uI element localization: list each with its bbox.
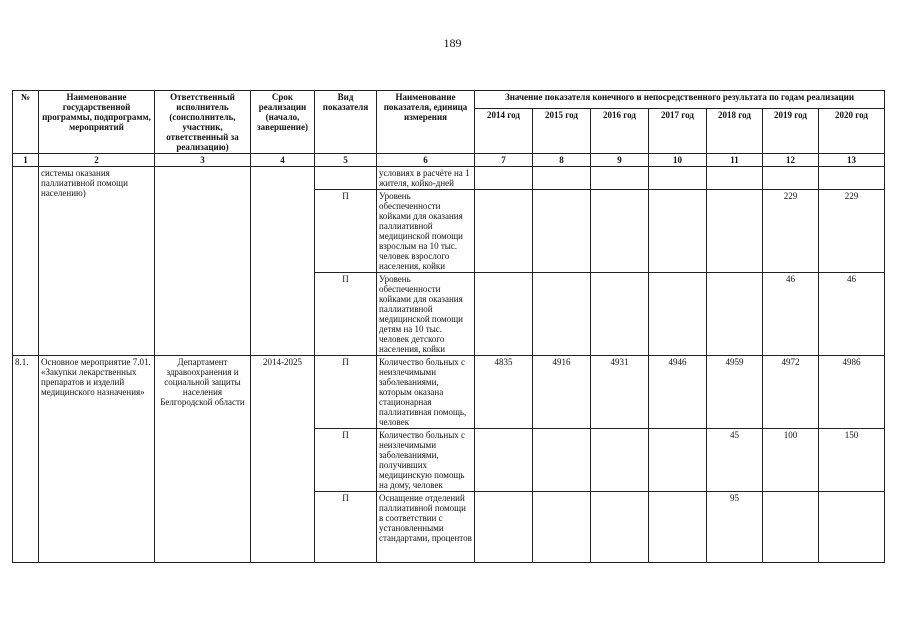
row-type: П bbox=[315, 429, 377, 492]
row-value bbox=[649, 190, 707, 273]
column-number: 1 bbox=[13, 154, 39, 167]
column-number: 9 bbox=[591, 154, 649, 167]
row-program: Основное мероприятие 7.01. «Закупки лекарственных препаратов и изделий медицинского назначения» bbox=[39, 356, 155, 563]
column-number: 2 bbox=[39, 154, 155, 167]
header-indicator-name: Наименование показателя, единица измерения bbox=[377, 91, 475, 154]
header-year: 2014 год bbox=[475, 109, 533, 154]
row-value bbox=[707, 190, 763, 273]
row-value bbox=[475, 273, 533, 356]
row-value bbox=[707, 167, 763, 190]
row-value bbox=[591, 429, 649, 492]
row-executor: Департамент здравоохранения и социальной защиты населения Белгородской области bbox=[155, 356, 251, 563]
row-value bbox=[533, 492, 591, 563]
row-type: П bbox=[315, 273, 377, 356]
row-value: 4931 bbox=[591, 356, 649, 429]
row-indicator: Оснащение отделений паллиативной помощи в соответствии с установленными стандартами, процентов bbox=[377, 492, 475, 563]
column-number: 10 bbox=[649, 154, 707, 167]
header-num: № bbox=[13, 91, 39, 154]
row-value bbox=[707, 273, 763, 356]
row-value: 4946 bbox=[649, 356, 707, 429]
row-indicator: Уровень обеспеченности койками для оказания паллиативной медицинской помощи детям на 10 тыс. человек детского населения, койки bbox=[377, 273, 475, 356]
header-year: 2016 год bbox=[591, 109, 649, 154]
column-number: 6 bbox=[377, 154, 475, 167]
column-number: 4 bbox=[251, 154, 315, 167]
table-row bbox=[13, 356, 885, 429]
row-value bbox=[591, 167, 649, 190]
row-value: 4835 bbox=[475, 356, 533, 429]
row-value bbox=[475, 190, 533, 273]
row-value bbox=[649, 429, 707, 492]
header-program: Наименование государственной программы, подпрограмм, мероприятий bbox=[39, 91, 155, 154]
row-value bbox=[819, 167, 885, 190]
column-number: 13 bbox=[819, 154, 885, 167]
row-value bbox=[649, 492, 707, 563]
row-value bbox=[475, 492, 533, 563]
row-term bbox=[251, 167, 315, 356]
row-type: П bbox=[315, 356, 377, 429]
column-number: 8 bbox=[533, 154, 591, 167]
row-num: 8.1. bbox=[13, 356, 39, 563]
row-value: 95 bbox=[707, 492, 763, 563]
header-term: Срок реализации (начало, завершение) bbox=[251, 91, 315, 154]
row-value bbox=[819, 492, 885, 563]
row-value bbox=[533, 273, 591, 356]
page-number: 189 bbox=[443, 36, 462, 50]
header-year: 2019 год bbox=[763, 109, 819, 154]
row-indicator: Количество больных с неизлечимыми заболеваниями, которым оказана стационарная паллиативная помощь, человек bbox=[377, 356, 475, 429]
row-value: 45 bbox=[707, 429, 763, 492]
column-number: 7 bbox=[475, 154, 533, 167]
header-year: 2017 год bbox=[649, 109, 707, 154]
row-type bbox=[315, 167, 377, 190]
column-number: 3 bbox=[155, 154, 251, 167]
row-value: 4972 bbox=[763, 356, 819, 429]
row-value bbox=[533, 167, 591, 190]
row-value bbox=[649, 167, 707, 190]
row-value bbox=[649, 273, 707, 356]
row-indicator: условиях в расчёте на 1 жителя, койко-дней bbox=[377, 167, 475, 190]
row-term: 2014-2025 bbox=[251, 356, 315, 563]
row-value: 229 bbox=[819, 190, 885, 273]
row-type: П bbox=[315, 190, 377, 273]
row-value: 100 bbox=[763, 429, 819, 492]
row-value: 229 bbox=[763, 190, 819, 273]
header-year: 2015 год bbox=[533, 109, 591, 154]
header-year: 2018 год bbox=[707, 109, 763, 154]
header-values-group: Значение показателя конечного и непосредственного результата по годам реализации bbox=[475, 91, 885, 109]
row-value: 150 bbox=[819, 429, 885, 492]
row-value bbox=[591, 190, 649, 273]
row-num bbox=[13, 167, 39, 356]
column-number: 12 bbox=[763, 154, 819, 167]
table-row bbox=[13, 167, 885, 190]
row-value: 46 bbox=[763, 273, 819, 356]
row-executor bbox=[155, 167, 251, 356]
row-value bbox=[591, 492, 649, 563]
column-numbers-row bbox=[13, 154, 885, 167]
row-value: 4986 bbox=[819, 356, 885, 429]
indicator-table bbox=[12, 90, 885, 563]
header-row bbox=[13, 91, 885, 109]
header-executor: Ответственный исполнитель (соисполнитель, участник, ответственный за реализацию) bbox=[155, 91, 251, 154]
row-value bbox=[591, 273, 649, 356]
row-program: системы оказания паллиативной помощи населению) bbox=[39, 167, 155, 356]
row-indicator: Количество больных с неизлечимыми заболеваниями, получивших медицинскую помощь на дому, человек bbox=[377, 429, 475, 492]
row-value: 46 bbox=[819, 273, 885, 356]
column-number: 11 bbox=[707, 154, 763, 167]
row-value bbox=[533, 429, 591, 492]
row-type: П bbox=[315, 492, 377, 563]
row-value: 4916 bbox=[533, 356, 591, 429]
row-value bbox=[763, 167, 819, 190]
row-value bbox=[533, 190, 591, 273]
row-value: 4959 bbox=[707, 356, 763, 429]
column-number: 5 bbox=[315, 154, 377, 167]
row-value bbox=[763, 492, 819, 563]
row-indicator: Уровень обеспеченности койками для оказания паллиативной медицинской помощи взрослым на 10 тыс. человек взрослого населения, койки bbox=[377, 190, 475, 273]
row-value bbox=[475, 429, 533, 492]
header-year: 2020 год bbox=[819, 109, 885, 154]
row-value bbox=[475, 167, 533, 190]
header-indicator-type: Вид показателя bbox=[315, 91, 377, 154]
